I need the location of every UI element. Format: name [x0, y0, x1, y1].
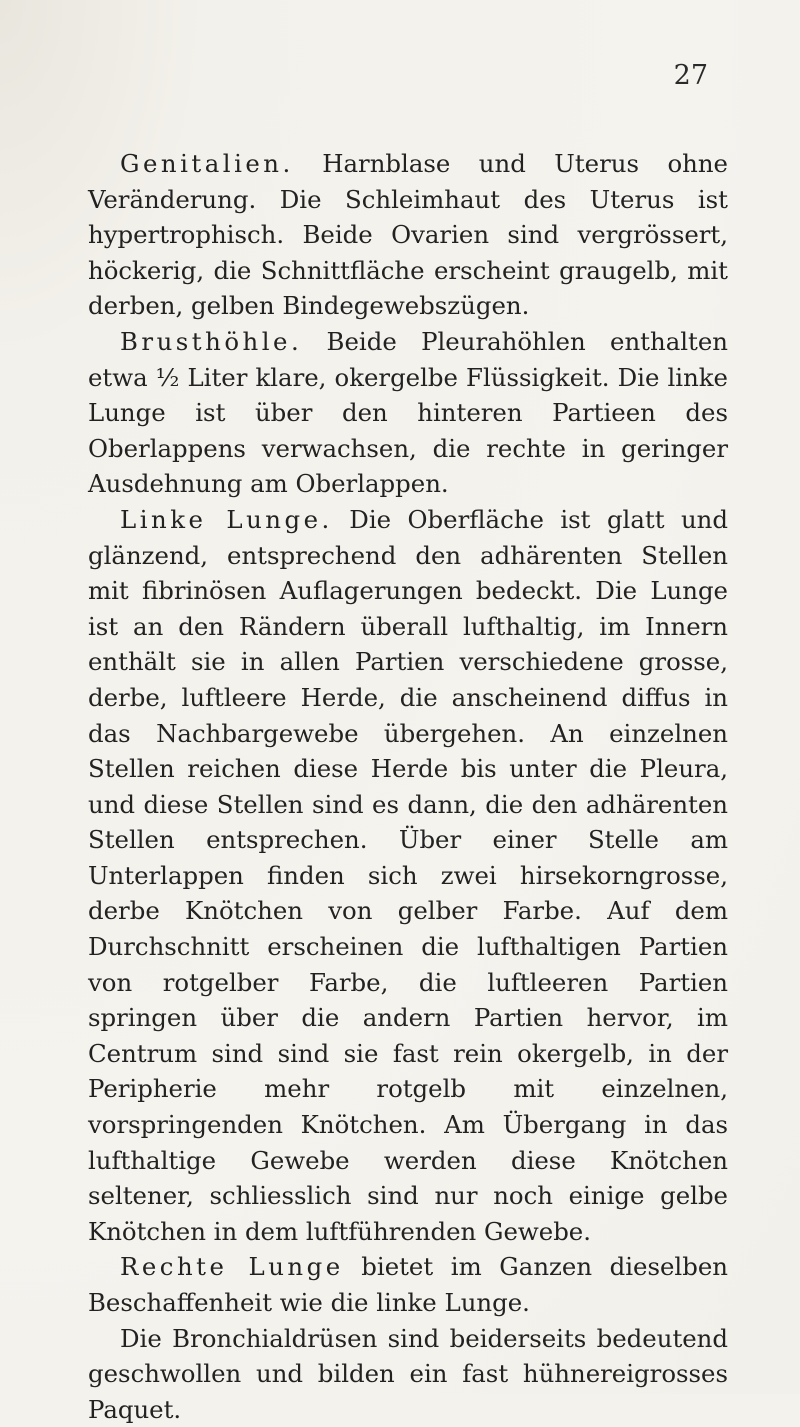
section-heading: Genitalien.: [120, 149, 294, 178]
paragraph-text: Beide Pleurahöhlen enthalten etwa ½ Liter klare, okergelbe Flüssigkeit. Die linke Lunge ist über den hinteren Partieen des Oberlappens verwachsen, die rechte in geringer Ausdehnung am Oberlappen.: [88, 326, 728, 499]
paragraph-genitalien: [88, 146, 728, 324]
section-heading: Rechte Lunge: [120, 1252, 344, 1282]
body-text: [88, 146, 728, 1427]
section-heading: Linke Lunge.: [120, 504, 333, 534]
paragraph-text: Die Bronchialdrüsen sind beiderseits bedeutend geschwollen und bilden ein fast hühnereigrosses Paquet.: [88, 1323, 728, 1424]
paragraph-rechte-lunge: [88, 1249, 728, 1320]
paragraph-text: bietet im Ganzen dieselben Beschaffenheit wie die linke Lunge.: [88, 1252, 728, 1317]
paragraph-text: Die Oberfläche ist glatt und glänzend, entsprechend den adhärenten Stellen mit fibrinösen Auflagerungen bedeckt. Die Lunge ist an den Rändern überall lufthaltig, im Innern enthält sie in allen Partien verschiedene grosse, derbe, luftleere Herde, die anscheinend diffus in das Nachbargewebe übergehen. An einzelnen Stellen reichen diese Herde bis unter die Pleura, und diese Stellen sind es dann, die den adhärenten Stellen entsprechen. Über einer Stelle am Unterlappen finden sich zwei hirsekorngrosse, derbe Knötchen von gelber Farbe. Auf dem Durchschnitt erscheinen die lufthaltigen Partien von rotgelber Farbe, die luftleeren Partien springen über die andern Partien hervor, im Centrum sind sind sie fast rein okergelb, in der Peripherie mehr rotgelb mit einzelnen, vorspringenden Knötchen. Am Übergang in das lufthaltige Gewebe werden diese Knötchen seltener, schliesslich sind nur noch einige gelbe Knötchen in dem luftführenden Gewebe.: [88, 504, 728, 1246]
paragraph-brusthoehle: [88, 324, 728, 502]
section-heading: Brusthöhle.: [120, 326, 303, 356]
page-number: 27: [673, 60, 708, 91]
paragraph-linke-lunge: [88, 502, 728, 1249]
paragraph-text: Harnblase und Uterus ohne Veränderung. Die Schleimhaut des Uterus ist hypertrophisch. Beide Ovarien sind vergrössert, höckerig, die Schnittfläche erscheint graugelb, mit derben, gelben Bindegewebszügen.: [88, 149, 728, 321]
paragraph-bronchialdruesen: [88, 1321, 728, 1427]
